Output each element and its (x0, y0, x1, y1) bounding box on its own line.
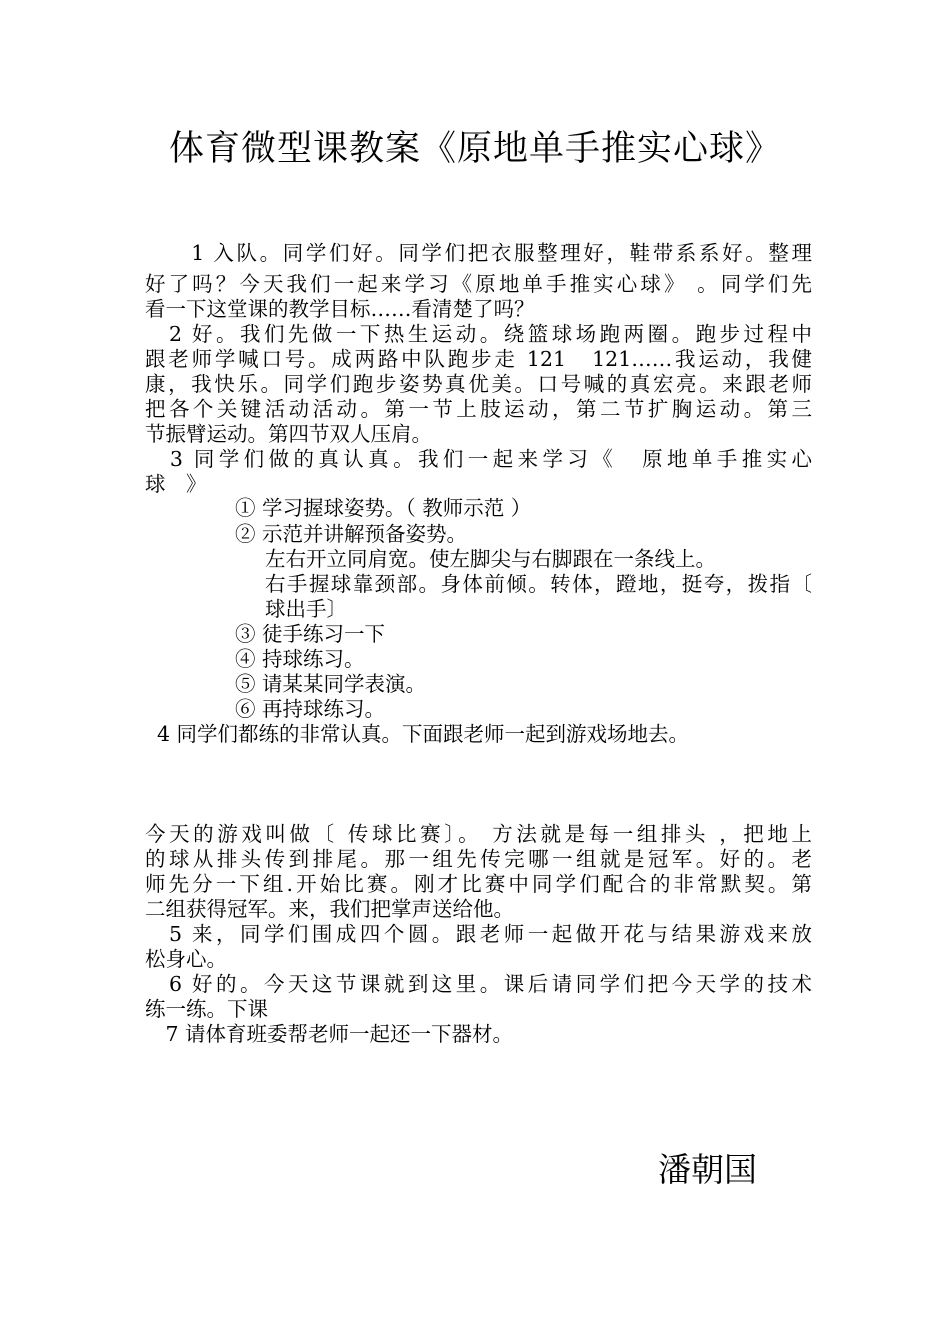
para7-line: 6 好的。今天这节课就到这里。课后请同学们把今天学的技术 (145, 972, 812, 996)
para3-line: 球 》 (145, 472, 207, 496)
para2-line: 节振臂运动。第四节双人压肩。 (145, 422, 432, 446)
para5-line: 二组获得冠军。来，我们把掌声送给他。 (145, 897, 514, 921)
para1-line: 看一下这堂课的教学目标……看清楚了吗？ (145, 297, 535, 321)
author-signature: 潘朝国 (658, 1150, 757, 1189)
document-title: 体育微型课教案《原地单手推实心球》 (168, 129, 781, 169)
step-detail-line: 左右开立同肩宽。使左脚尖与右脚跟在一条线上。 (265, 547, 716, 571)
para2-line: 把各个关键活动活动。第一节上肢运动，第二节扩胸运动。第三 (145, 397, 812, 421)
para4: 4 同学们都练的非常认真。下面跟老师一起到游戏场地去。 (157, 722, 690, 746)
step-item: ③ 徒手练习一下 (235, 622, 386, 646)
para8-line: 7 请体育班委帮老师一起还一下器材。 (145, 1022, 514, 1046)
para5-line: 今天的游戏叫做〔 传球比赛〕。 方法就是每一组排头 ，把地上 (145, 822, 812, 846)
para1-line: 好了吗？今天我们一起来学习《原地单手推实心球》 。同学们先 (145, 272, 812, 296)
step-item: ④ 持球练习。 (235, 647, 365, 671)
para5-line: 师先分一下组.开始比赛。刚才比赛中同学们配合的非常默契。第 (145, 872, 812, 896)
step-item: ⑥ 再持球练习。 (235, 697, 386, 721)
para1-line: 1 入队。同学们好。同学们把衣服整理好，鞋带系系好。整理 (145, 241, 812, 265)
para2-line: 2 好。我们先做一下热生运动。绕篮球场跑两圈。跑步过程中 (145, 322, 812, 346)
para5-line: 的球从排头传到排尾。那一组先传完哪一组就是冠军。好的。老 (145, 847, 812, 871)
step-item: ⑤ 请某某同学表演。 (235, 672, 427, 696)
step-item: ② 示范并讲解预备姿势。 (235, 522, 468, 546)
lesson-body-intro (145, 234, 812, 497)
step-item: ① 学习握球姿势。（ 教师示范 ） (235, 496, 532, 520)
para7-line: 练一练。下课 (145, 997, 268, 1021)
step-detail-line: 右手握球靠颈部。身体前倾。转体，蹬地，挺夸，拨指〔 (265, 572, 812, 596)
para2-line: 康，我快乐。同学们跑步姿势真优美。口号喊的真宏亮。来跟老师 (145, 372, 812, 396)
para3-line: 3 同学们做的真认真。我们一起来学习《 原地单手推实心 (145, 447, 812, 471)
para6-line: 松身心。 (145, 947, 227, 971)
para2-line: 跟老师学喊口号。成两路中队跑步走 121 121……我运动，我健 (145, 347, 812, 371)
para6-line: 5 来，同学们围成四个圆。跟老师一起做开花与结果游戏来放 (145, 922, 812, 946)
lesson-body-game (145, 822, 812, 1047)
step-detail-line: 球出手〕 (265, 597, 347, 621)
step-detail (265, 547, 812, 622)
